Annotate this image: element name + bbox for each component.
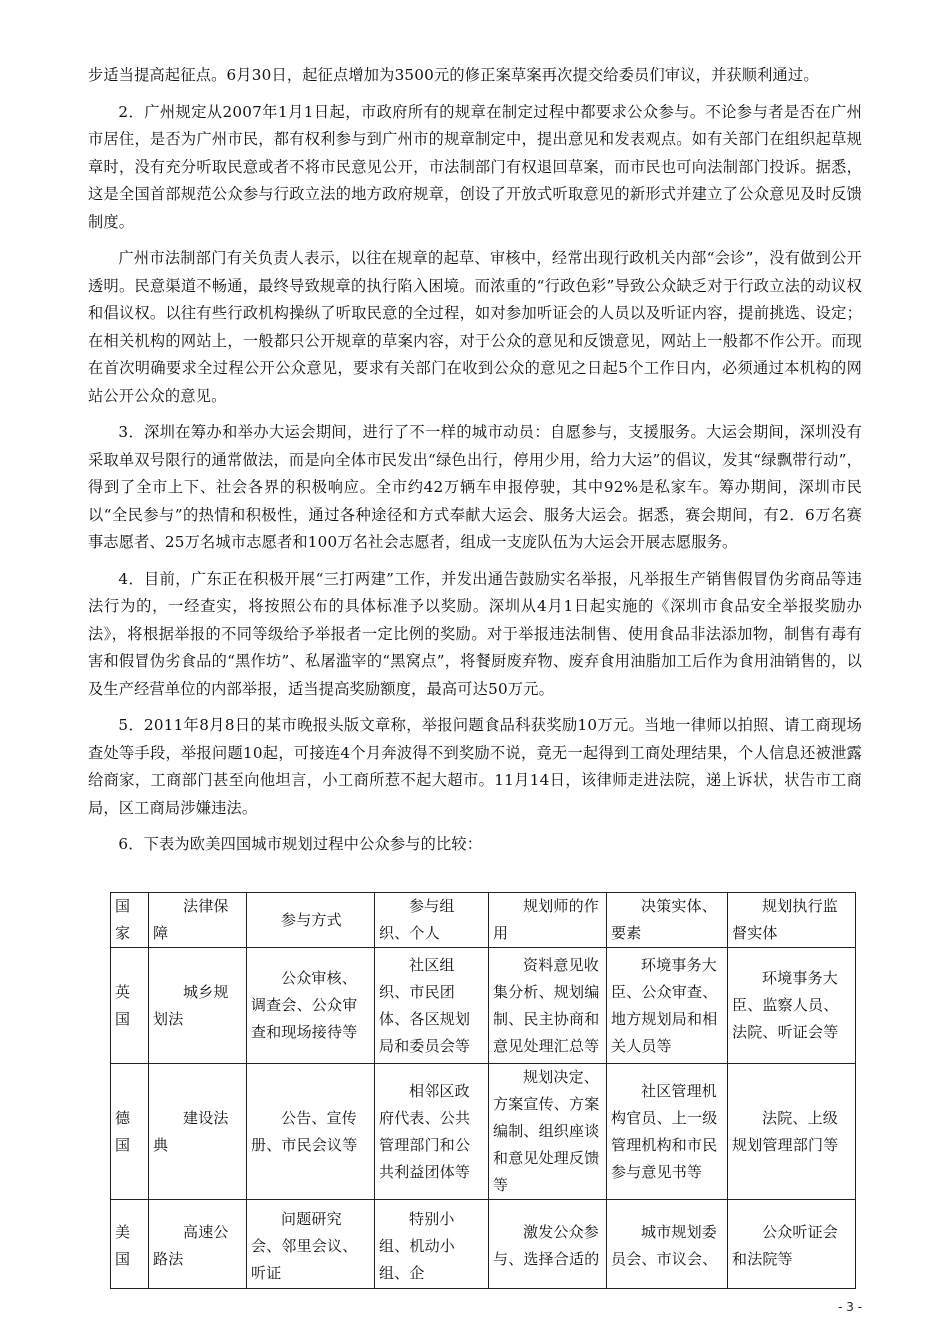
cell-method: 公众审核、调查会、公众审查和现场接待等 — [247, 948, 375, 1064]
header-country: 国家 — [111, 893, 149, 948]
page-number: - 3 - — [838, 1300, 862, 1314]
header-supervise: 规划执行监督实体 — [728, 893, 856, 948]
paragraph-item-3: 3．深圳在筹办和举办大运会期间，进行了不一样的城市动员：自愿参与，支援服务。大运会期间，深圳没有采取单双号限行的通常做法，而是向全体市民发出“绿色出行，停用少用，给力大运”的倡议，发其“绿飘带行动”，得到了全市上下、社会各界的积极响应。全市约42万辆车申报停驶，其中92%是私家车。筹办期间，深圳市民以“全民参与”的热情和积极性，通过各种途径和方式奉献大运会、服务大运会。据悉，赛会期间，有2．6万名赛事志愿者、25万名城市志愿者和100万名社会志愿者，组成一支庞队伍为大运会开展志愿服务。 — [88, 423, 862, 551]
paragraph-item-2-detail: 广州市法制部门有关负责人表示，以往在规章的起草、审核中，经常出现行政机关内部“会诊”，没有做到公开透明。民意渠道不畅通，最终导致规章的执行陷入困境。而浓重的“行政色彩”导致公众缺乏对于行政立法的动议权和倡议权。以往有些行政机构操纵了听取民意的全过程，如对参加听证会的人员以及听证内容，提前挑选、设定；在相关机构的网站上，一般都只公开规章的草案内容，对于公众的意见和反馈意见，网站上一般都不作公开。而现在首次明确要求全过程公开公众意见，要求有关部门在收到公众的意见之日起5个工作日内，必须通过本机构的网站公开公众的意见。 — [88, 249, 862, 405]
header-law: 法律保障 — [149, 893, 247, 948]
header-method: 参与方式 — [247, 893, 375, 948]
comparison-table — [110, 892, 856, 1289]
header-planner: 规划师的作用 — [489, 893, 607, 948]
table-header-row — [111, 893, 856, 948]
cell-decision: 社区管理机构官员、上一级管理机构和市民参与意见书等 — [607, 1064, 728, 1200]
table-row — [111, 948, 856, 1064]
paragraph-continuation: 步适当提高起征点。6月30日，起征点增加为3500元的修正案草案再次提交给委员们审议，并获顺利通过。 — [88, 66, 819, 84]
cell-country: 英国 — [111, 948, 149, 1064]
cell-method: 公告、宣传册、市民会议等 — [247, 1064, 375, 1200]
cell-country: 美国 — [111, 1200, 149, 1289]
cell-method: 问题研究会、邻里会议、听证 — [247, 1200, 375, 1289]
table-row — [111, 1064, 856, 1200]
cell-org: 相邻区政府代表、公共管理部门和公共利益团体等 — [375, 1064, 489, 1200]
cell-supervise: 公众听证会和法院等 — [728, 1200, 856, 1289]
table-row — [111, 1200, 856, 1289]
table-caption: 6．下表为欧美四国城市规划过程中公众参与的比较： — [118, 835, 483, 853]
cell-decision: 城市规划委员会、市议会、 — [607, 1200, 728, 1289]
cell-supervise: 环境事务大臣、监察人员、法院、听证会等 — [728, 948, 856, 1064]
paragraph-item-5: 5．2011年8月8日的某市晚报头版文章称，举报问题食品科获奖励10万元。当地一律师以拍照、请工商现场查处等手段，举报问题10起，可接连4个月奔波得不到奖励不说，竟无一起得到工商处理结果，个人信息还被泄露给商家，工商部门甚至向他坦言，小工商所惹不起大超市。11月14日，该律师走进法院，递上诉状，状告市工商局，区工商局涉嫌违法。 — [88, 716, 862, 817]
cell-law: 城乡规划法 — [149, 948, 247, 1064]
cell-law: 高速公路法 — [149, 1200, 247, 1289]
body-text — [88, 62, 862, 868]
paragraph-item-4: 4．目前，广东正在积极开展“三打两建”工作，并发出通告鼓励实名举报，凡举报生产销售假冒伪劣商品等违法行为的，一经查实，将按照公布的具体标准予以奖励。深圳从4月1日起实施的《深圳市食品安全举报奖励办法》，将根据举报的不同等级给予举报者一定比例的奖励。对于举报违法制售、使用食品非法添加物，制售有毒有害和假冒伪劣食品的“黑作坊”、私屠滥宰的“黑窝点”，将餐厨废弃物、废弃食用油脂加工后作为食用油销售的，以及生产经营单位的内部举报，适当提高奖励额度，最高可达50万元。 — [88, 569, 862, 698]
cell-country: 德国 — [111, 1064, 149, 1200]
cell-org: 社区组织、市民团体、各区规划局和委员会等 — [375, 948, 489, 1064]
header-decision: 决策实体、要素 — [607, 893, 728, 948]
cell-planner: 资料意见收集分析、规划编制、民主协商和意见处理汇总等 — [489, 948, 607, 1064]
header-org: 参与组织、个人 — [375, 893, 489, 948]
cell-supervise: 法院、上级规划管理部门等 — [728, 1064, 856, 1200]
cell-law: 建设法典 — [149, 1064, 247, 1200]
cell-decision: 环境事务大臣、公众审查、地方规划局和相关人员等 — [607, 948, 728, 1064]
cell-planner: 规划决定、方案宣传、方案编制、组织座谈和意见处理反馈等 — [489, 1064, 607, 1200]
paragraph-item-2: 2．广州规定从2007年1月1日起，市政府所有的规章在制定过程中都要求公众参与。不论参与者是否在广州市居住，是否为广州市民，都有权利参与到广州市的规章制定中，提出意见和发表观点。如有关部门在组织起草规章时，没有充分听取民意或者不将市民意见公开，市法制部门有权退回草案，而市民也可向法制部门投诉。据悉，这是全国首部规范公众参与行政立法的地方政府规章，创设了开放式听取意见的新形式并建立了公众意见及时反馈制度。 — [88, 102, 862, 231]
cell-org: 特别小组、机动小组、企 — [375, 1200, 489, 1289]
cell-planner: 激发公众参与、选择合适的 — [489, 1200, 607, 1289]
